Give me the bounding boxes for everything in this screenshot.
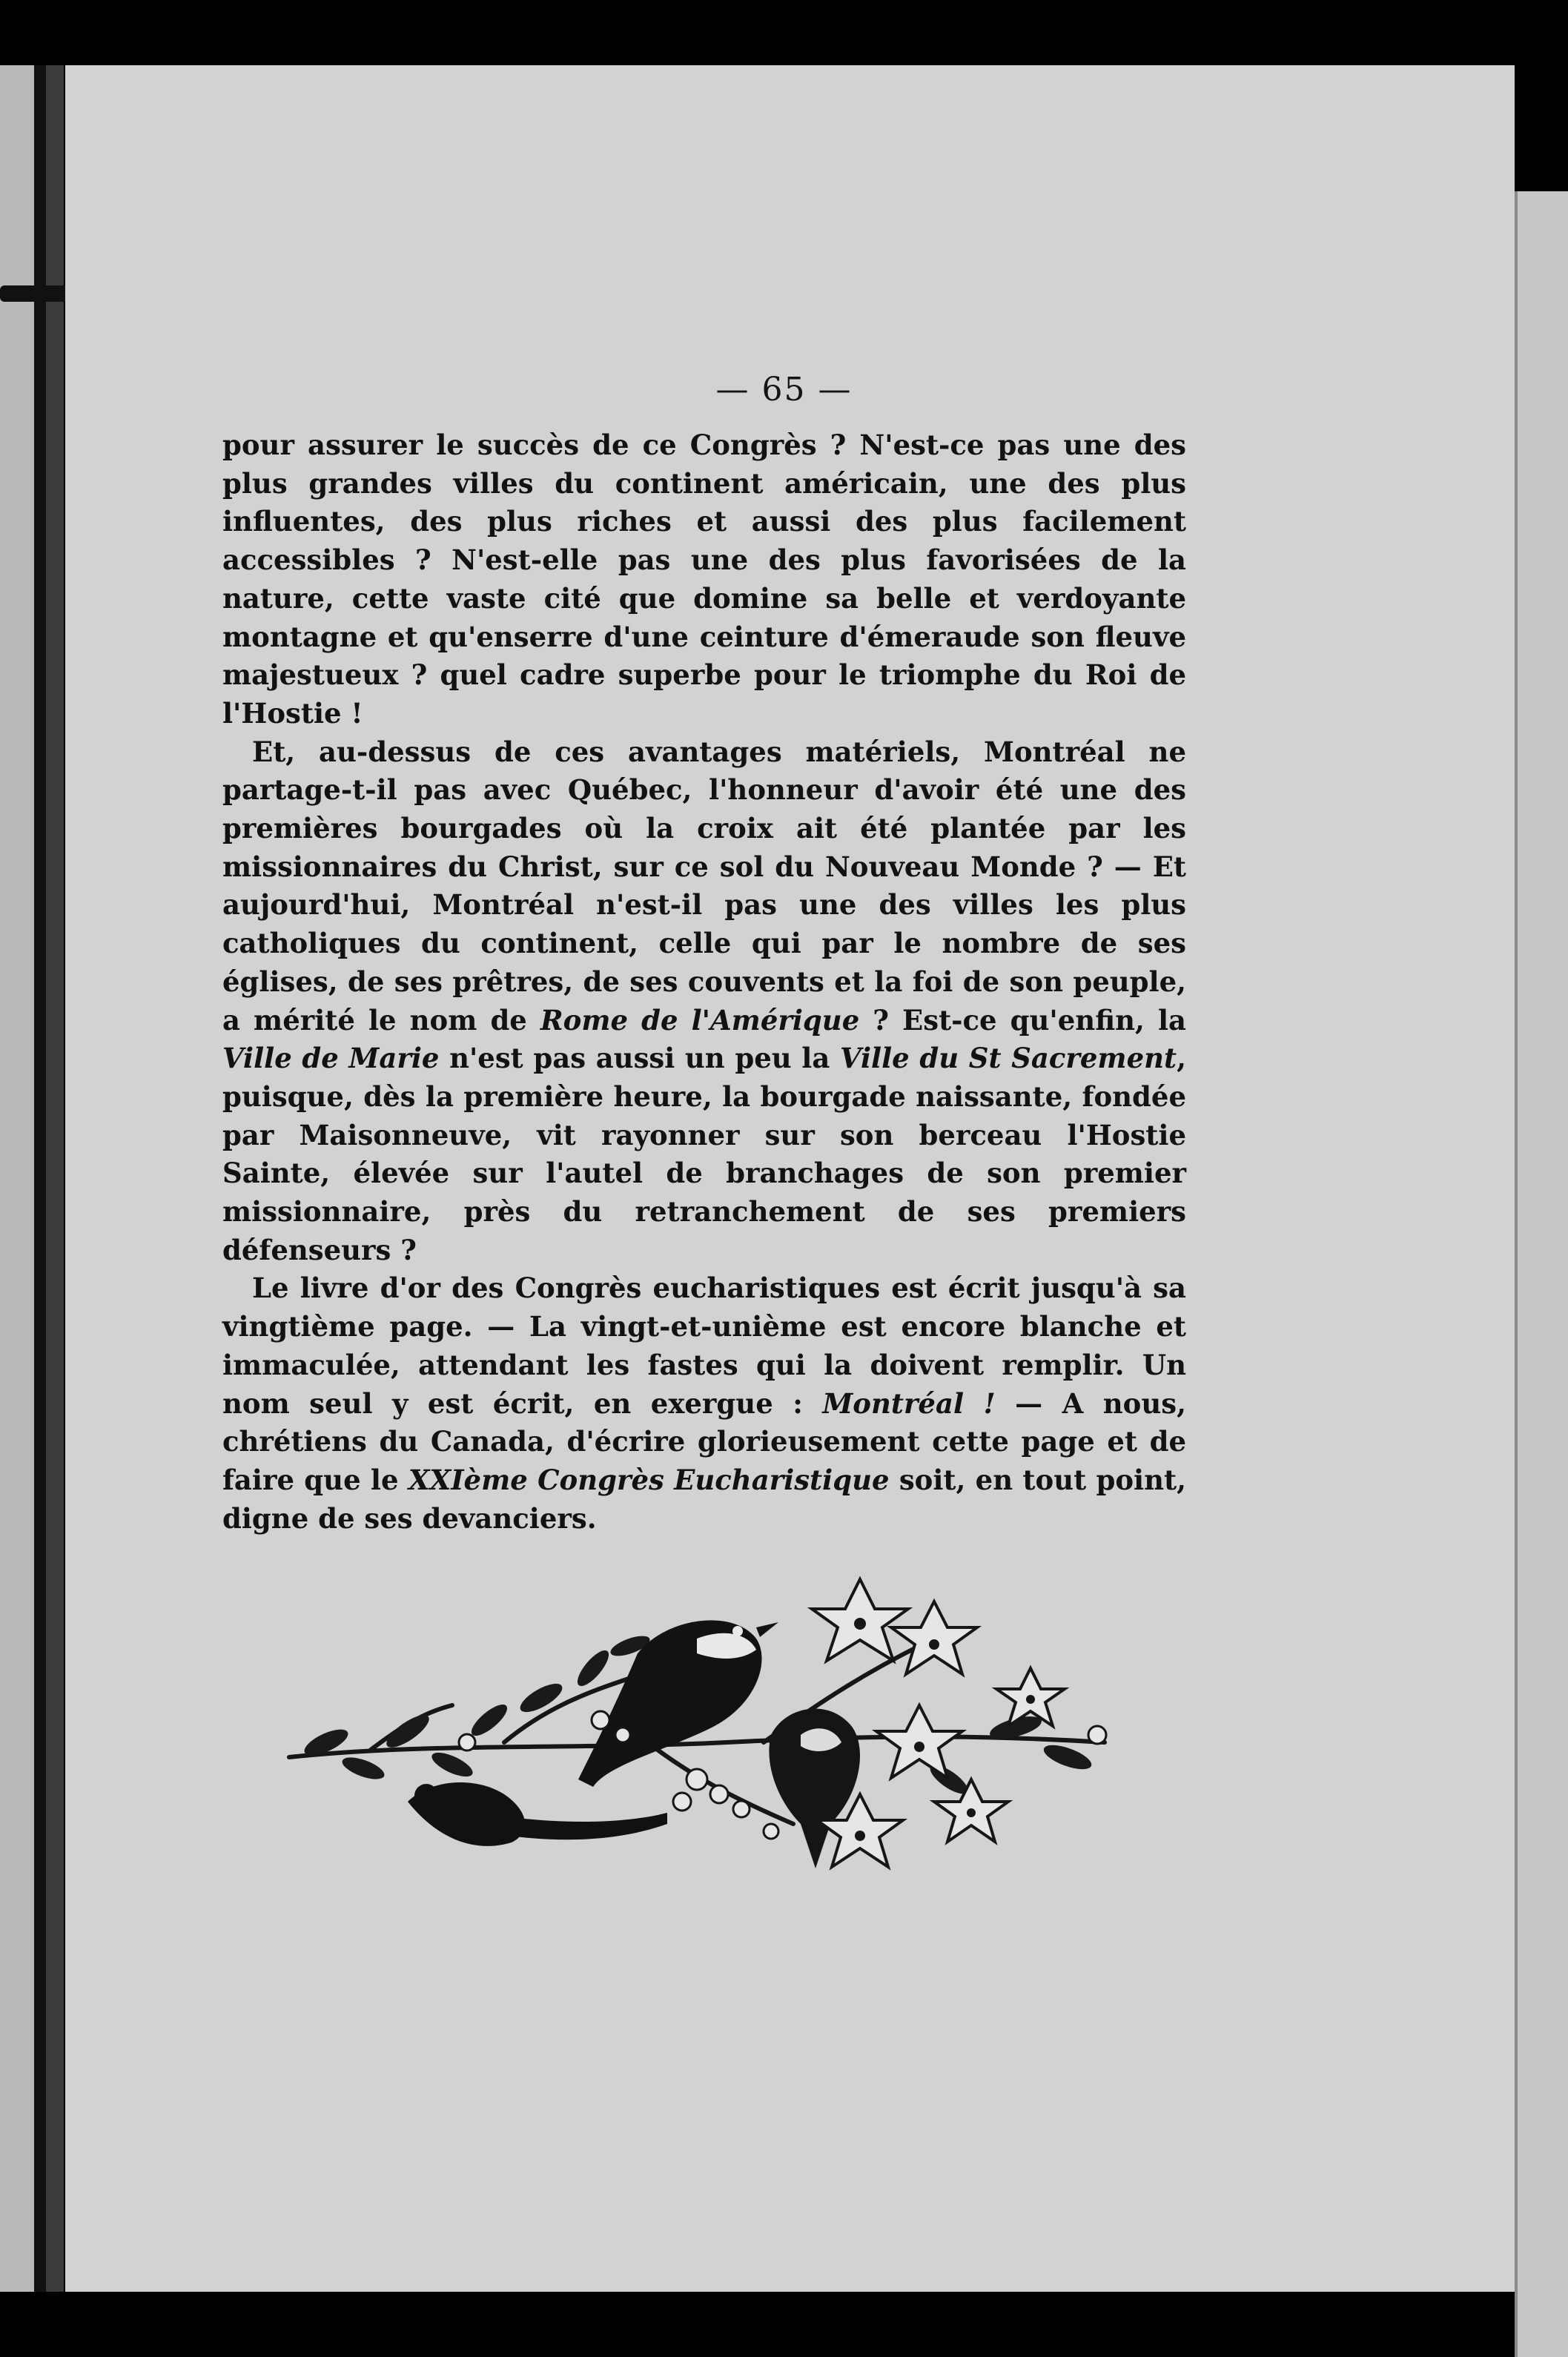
text-run: , puisque, dès la première heure, la bourgade naissante, fondée par Maisonneuve, vit rayonner sur son berceau l'Hostie Sainte, élevée sur l'autel de branchages de son premier missionnaire, près du retranchement de ses premiers défenseurs ? bbox=[222, 1042, 1186, 1266]
paragraph bbox=[222, 426, 1186, 733]
birds-on-flowering-branch-icon bbox=[282, 1557, 1149, 1898]
italic-phrase: Montréal ! bbox=[822, 1386, 996, 1420]
text-run: n'est pas aussi un peu la bbox=[439, 1042, 840, 1075]
text-run: — A nous, chrétiens du Canada, d'écrire glorieusement cette page et de faire que le bbox=[222, 1386, 1186, 1496]
italic-phrase: Rome de l'Amérique bbox=[540, 1003, 860, 1037]
body-text bbox=[222, 426, 1186, 1538]
paragraph bbox=[222, 1269, 1186, 1538]
text-run: ? Est-ce qu'enfin, la bbox=[859, 1003, 1186, 1037]
paragraph bbox=[222, 733, 1186, 1270]
page-number: — 65 — bbox=[715, 371, 853, 409]
italic-phrase: Ville du St Sacrement bbox=[839, 1042, 1177, 1075]
italic-phrase: XXIème Congrès Eucharistique bbox=[408, 1463, 890, 1496]
text-run: Le livre d'or des Congrès eucharistiques est écrit jusqu'à sa vingtième page. — La vingt-et-unième est encore blanche et immaculée, attendant les fastes qui la doivent remplir. Un nom seul y est écrit, en exergue : bbox=[222, 1272, 1186, 1420]
text-run: pour assurer le succès de ce Congrès ? N'est-ce pas une des plus grandes villes du continent américain, une des plus influentes, des plus riches et aussi des plus facilement accessibles ? N'est-elle pas une des plus favorisées de la nature, cette vaste cité que domine sa belle et verdoyante montagne et qu'enserre d'une ceinture d'émeraude son fleuve majestueux ? quel cadre superbe pour le triomphe du Roi de l'Hostie ! bbox=[222, 429, 1186, 730]
text-run: Et, au-dessus de ces avantages matériels, Montréal ne partage-t-il pas avec Québec, l'honneur d'avoir été une des premières bourgades où la croix ait été plantée par les missionnaires du Christ, sur ce sol du Nouveau Monde ? — Et aujourd'hui, Montréal n'est-il pas une des villes les plus catholiques du continent, celle qui par le nombre de ses églises, de ses prêtres, de ses couvents et la foi de son peuple, a mérité le nom de bbox=[222, 735, 1186, 1037]
text-run: soit, en tout point, digne de ses devanciers. bbox=[222, 1463, 1186, 1535]
right-page-fold bbox=[1515, 191, 1568, 2357]
italic-phrase: Ville de Marie bbox=[222, 1042, 440, 1075]
